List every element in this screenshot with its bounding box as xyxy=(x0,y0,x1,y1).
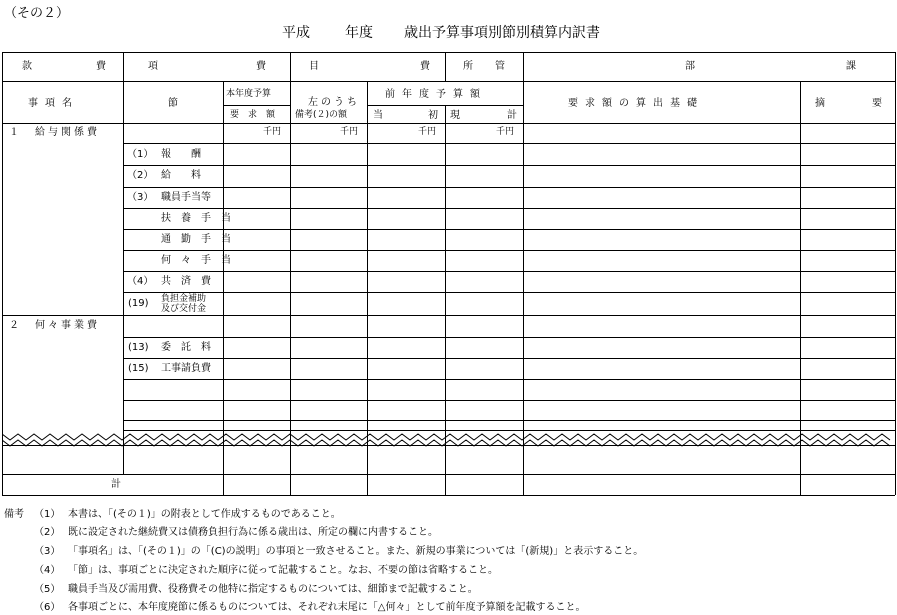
col-tekiyou-2: 要 xyxy=(872,98,882,109)
col-setsu: 節 xyxy=(168,98,178,109)
note-num: （5） xyxy=(34,584,61,595)
setsu-num: (13) xyxy=(128,342,149,353)
kou-label: 項 xyxy=(148,61,158,72)
note-text: 既に設定された継続費又は債務負担行為に係る歳出は、所定の欄に内書すること。 xyxy=(68,527,438,538)
item-nanina-jigyo: ２ 何々事業費 xyxy=(9,320,100,331)
setsu-num: （4） xyxy=(127,276,154,287)
note-text: 各事項ごとに、本年度廃節に係るものについては、それぞれ末尾に「△何々」として前年度予算額を記載すること。 xyxy=(68,602,586,613)
col-hidari-1: 左のうち xyxy=(308,97,360,108)
total-label: 計 xyxy=(111,479,121,490)
setsu-name: 共 済 費 xyxy=(161,276,211,287)
col-tekiyou-1: 摘 xyxy=(815,98,825,109)
note-num: （6） xyxy=(34,602,61,613)
col-kiso: 要求額の算出基礎 xyxy=(568,98,704,109)
shokan-label: 所 xyxy=(463,61,473,72)
setsu-name: 工事請負費 xyxy=(161,363,211,374)
setsu-num: （1） xyxy=(127,149,154,160)
item-kyuyo: １ 給与関係費 xyxy=(9,127,100,138)
note-num: （4） xyxy=(34,565,61,576)
moku-label: 目 xyxy=(309,61,319,72)
unit-hidari: 千円 xyxy=(340,127,359,137)
col-zen-genkei-2: 計 xyxy=(507,110,517,121)
note-text: 「節」は、事項ごとに決定された順序に従って記載すること。なお、不要の節は省略すること。 xyxy=(68,565,498,576)
setsu-num: (15) xyxy=(128,363,149,374)
col-yokyu-2: 要 求 額 xyxy=(230,110,276,120)
col-hidari-2: 備考(２)の額 xyxy=(295,110,348,120)
note-num: （2） xyxy=(34,527,61,538)
page-title: 歳出予算事項別節別積算内訳書 xyxy=(404,25,600,41)
kan-suffix: 費 xyxy=(96,61,106,72)
col-jikou-mei: 事項名 xyxy=(28,98,79,109)
ka-label: 課 xyxy=(846,61,856,72)
sub-label: （その２） xyxy=(4,6,70,21)
note-num: （3） xyxy=(34,546,61,557)
setsu-name: 何 々 手 当 xyxy=(161,255,231,266)
col-zen-genkei: 現 xyxy=(450,110,460,121)
title-prefix: 平成 xyxy=(282,25,310,41)
break-lines xyxy=(2,433,895,449)
col-yokyu-1: 本年度予算 xyxy=(226,89,272,99)
col-zen-toushou: 当 xyxy=(373,110,383,121)
setsu-name: 報 酬 xyxy=(161,149,201,160)
setsu-name: 委 託 料 xyxy=(161,342,211,353)
setsu-num: （3） xyxy=(127,192,154,203)
note-text: 職員手当及び需用費、役務費その他特に指定するものについては、細節まで記載すること。 xyxy=(68,584,478,595)
title-nendo: 年度 xyxy=(345,25,373,41)
bu-label: 部 xyxy=(685,61,695,72)
unit-genkei: 千円 xyxy=(496,127,515,137)
shokan-suffix: 管 xyxy=(495,61,505,72)
col-zen-toushou-2: 初 xyxy=(428,110,438,121)
note-text: 「事項名」は、「(その１)」の「(C)の説明」の事項と一致させること。また、新規の事業については「(新規)」と表示すること。 xyxy=(68,546,644,557)
unit-yokyu: 千円 xyxy=(263,127,282,137)
setsu-num: （2） xyxy=(127,170,154,181)
setsu-name: 職員手当等 xyxy=(161,192,211,203)
setsu-name: 通 勤 手 当 xyxy=(161,234,231,245)
setsu-name: 給 料 xyxy=(161,170,201,181)
unit-toushou: 千円 xyxy=(418,127,437,137)
setsu-name-2: 及び交付金 xyxy=(161,304,207,314)
note-text: 本書は、「(その１)」の附表として作成するものであること。 xyxy=(68,509,341,520)
setsu-num: (19) xyxy=(128,298,149,309)
setsu-name: 負担金補助 xyxy=(161,294,207,304)
kou-suffix: 費 xyxy=(256,61,266,72)
notes-label: 備考 xyxy=(4,509,24,520)
kan-label: 款 xyxy=(22,61,32,72)
setsu-name: 扶 養 手 当 xyxy=(161,213,231,224)
note-num: （1） xyxy=(34,509,61,520)
moku-suffix: 費 xyxy=(420,61,430,72)
col-zen-title: 前年度予算額 xyxy=(385,89,487,100)
